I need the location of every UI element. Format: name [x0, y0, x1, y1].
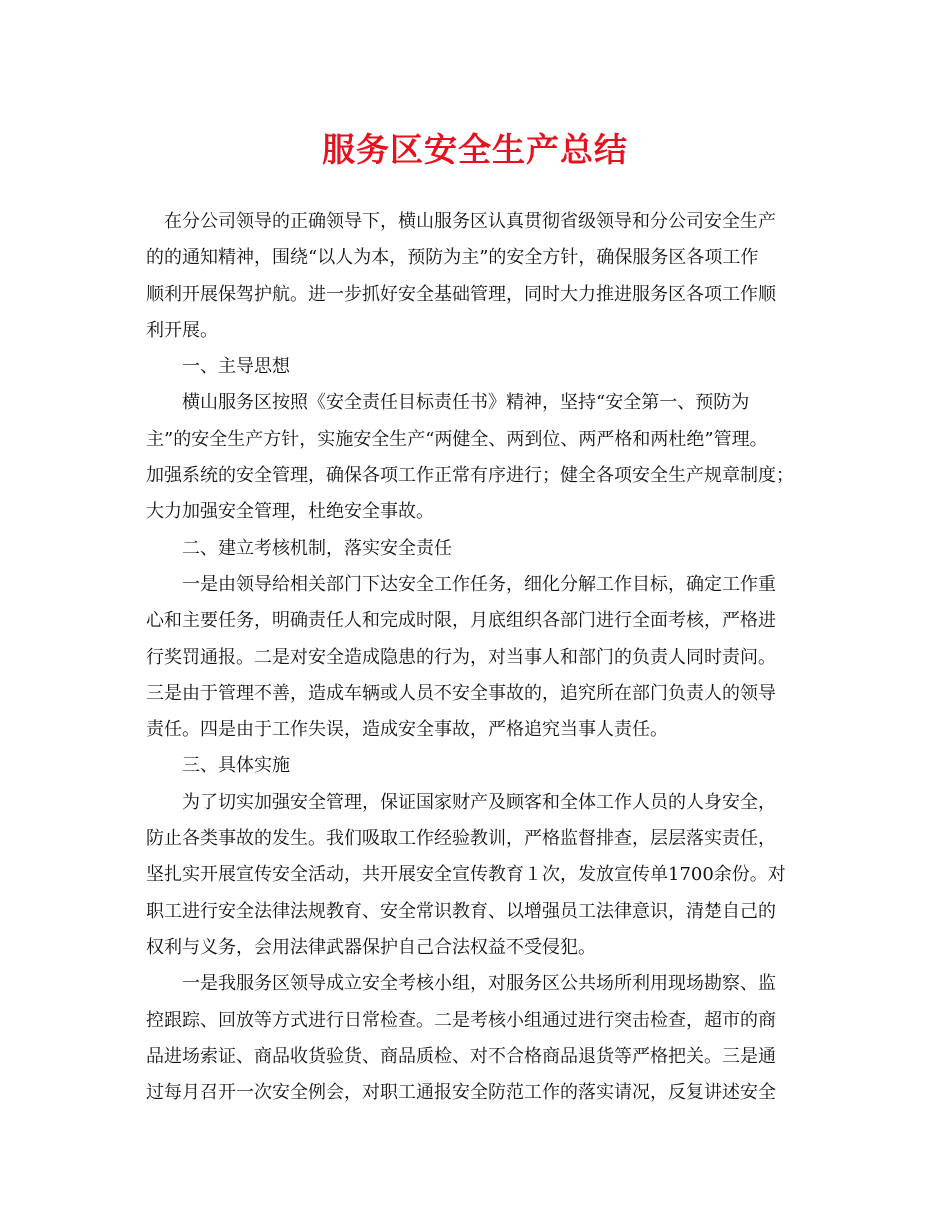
paragraph-line: 主”的安全生产方针，实施安全生产“两健全、两到位、两严格和两杜绝”管理。 [146, 428, 768, 450]
paragraph-line: 在分公司领导的正确领导下，横山服务区认真贯彻省级领导和分公司安全生产 [164, 211, 776, 232]
paragraph-line: 职工进行安全法律法规教育、安全常识教育、以增强员工法律意识，清楚自己的 [146, 900, 776, 922]
paragraph-line: 控跟踪、回放等方式进行日常检查。二是考核小组通过进行突击检查，超市的商 [146, 1009, 776, 1031]
document-title: 服务区安全生产总结 [322, 130, 628, 169]
paragraph-line: 过每月召开一次安全例会，对职工通报安全防范工作的落实请况，反复讲述安全 [146, 1082, 776, 1104]
paragraph-line: 心和主要任务，明确责任人和完成时限，月底组织各部门进行全面考核，严格进 [146, 610, 776, 632]
paragraph-line: 大力加强安全管理，杜绝安全事故。 [146, 501, 434, 523]
paragraph-line: 横山服务区按照《安全责任目标责任书》精神，坚持“安全第一、预防为 [182, 392, 750, 414]
paragraph-line: 品进场索证、商品收货验货、商品质检、对不合格商品退货等严格把关。三是通 [146, 1045, 776, 1067]
paragraph-line: 的的通知精神，围绕“以人为本，预防为主”的安全方针，确保服务区各项工作 [146, 247, 759, 269]
paragraph-line: 利开展。 [146, 319, 218, 341]
section-heading: 三、具体实施 [182, 755, 290, 777]
paragraph-line: 顺利开展保驾护航。进一步抓好安全基础管理，同时大力推进服务区各项工作顺 [146, 283, 776, 305]
paragraph-line: 三是由于管理不善，造成车辆或人员不安全事故的，追究所在部门负责人的领导 [146, 682, 776, 704]
paragraph-line: 责任。四是由于工作失误，造成安全事故，严格追究当事人责任。 [146, 719, 668, 741]
section-heading: 二、建立考核机制，落实安全责任 [182, 537, 452, 559]
paragraph-line: 防止各类事故的发生。我们吸取工作经验教训，严格监督排查，层层落实责任， [146, 828, 776, 850]
paragraph-line: 权利与义务，会用法律武器保护自己合法权益不受侵犯。 [146, 936, 596, 958]
section-heading: 一、主导思想 [182, 356, 290, 378]
paragraph-line: 坚扎实开展宣传安全活动，共开展安全宣传教育１次，发放宣传单1700余份。对 [146, 864, 786, 886]
paragraph-line: 行奖罚通报。二是对安全造成隐患的行为，对当事人和部门的负责人同时责问。 [146, 646, 776, 668]
paragraph-line: 一是我服务区领导成立安全考核小组，对服务区公共场所利用现场勘察、监 [182, 973, 776, 995]
paragraph-line: 一是由领导给相关部门下达安全工作任务，细化分解工作目标，确定工作重 [182, 573, 776, 595]
paragraph-line: 加强系统的安全管理，确保各项工作正常有序进行；健全各项安全生产规章制度； [146, 465, 794, 487]
paragraph-line: 为了切实加强安全管理，保证国家财产及顾客和全体工作人员的人身安全， [182, 791, 776, 813]
document-body [146, 204, 806, 1111]
